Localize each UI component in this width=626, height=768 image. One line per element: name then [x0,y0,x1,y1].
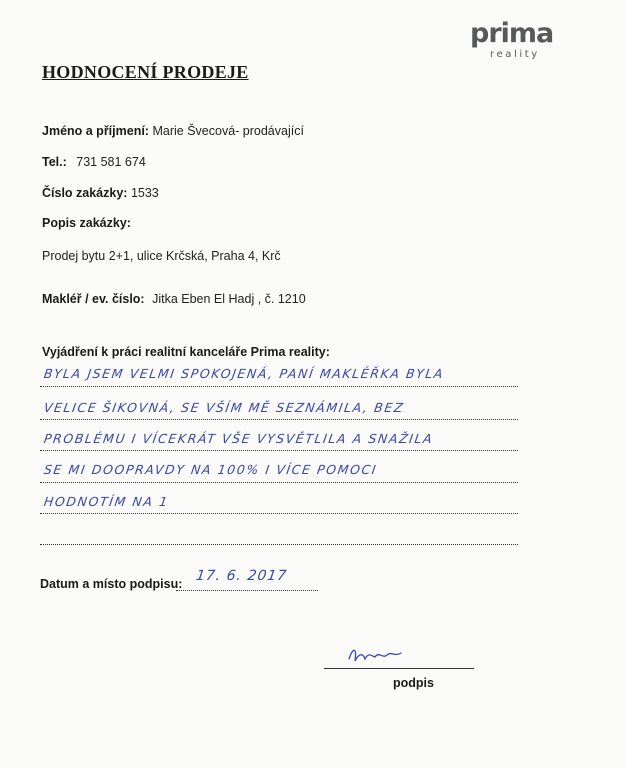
logo-word: prima [470,18,554,49]
tel-value: 731 581 674 [76,155,146,169]
date-line [176,590,318,591]
desc-value-row [42,249,281,263]
handwritten-line: HODNOTÍM NA 1 [42,494,170,509]
order-value: 1533 [130,186,159,200]
signature-line [324,668,474,669]
prima-reality-logo [470,18,562,64]
order-label: Číslo zakázky: [42,186,128,200]
broker-value: Jitka Eben El Hadj , č. 1210 [152,292,306,306]
statement-line [40,450,518,451]
statement-line [40,544,518,545]
handwritten-line: PROBLÉMU I VÍCEKRÁT VŠE VYSVĚTLILA A SNAŽILA [42,431,435,446]
date-label: Datum a místo podpisu: [40,577,183,591]
name-value: Marie Švecová- prodávající [152,124,304,138]
handwritten-line: VELICE ŠIKOVNÁ, SE VŠÍM MĚ SEZNÁMILA, BEZ [42,400,406,415]
handwritten-line: SE MI DOOPRAVDY NA 100% I VÍCE POMOCI [42,462,379,477]
statement-line [40,386,518,387]
desc-label: Popis zakázky: [42,216,131,230]
name-field [42,124,304,138]
statement-field [42,345,330,359]
desc-value: Prodej bytu 2+1, ulice Krčská, Praha 4, Krč [42,249,281,263]
signature-label: podpis [393,676,434,690]
order-field [42,186,159,200]
signature-scribble [345,643,405,667]
desc-field [42,216,131,230]
statement-label: Vyjádření k práci realitní kanceláře Prima reality: [42,345,330,359]
tel-label: Tel.: [42,155,67,169]
page-title: HODNOCENÍ PRODEJE [42,62,249,82]
broker-field [42,292,306,306]
tel-field [42,155,146,169]
logo-subtitle: reality [490,49,540,60]
date-value: 17. 6. 2017 [194,568,289,584]
statement-line [40,482,518,483]
statement-line [40,419,518,420]
handwritten-line: BYLA JSEM VELMI SPOKOJENÁ, PANÍ MAKLÉŘKA BYLA [42,366,446,381]
name-label: Jméno a příjmení: [42,124,149,138]
statement-line [40,513,518,514]
broker-label: Makléř / ev. číslo: [42,292,145,306]
